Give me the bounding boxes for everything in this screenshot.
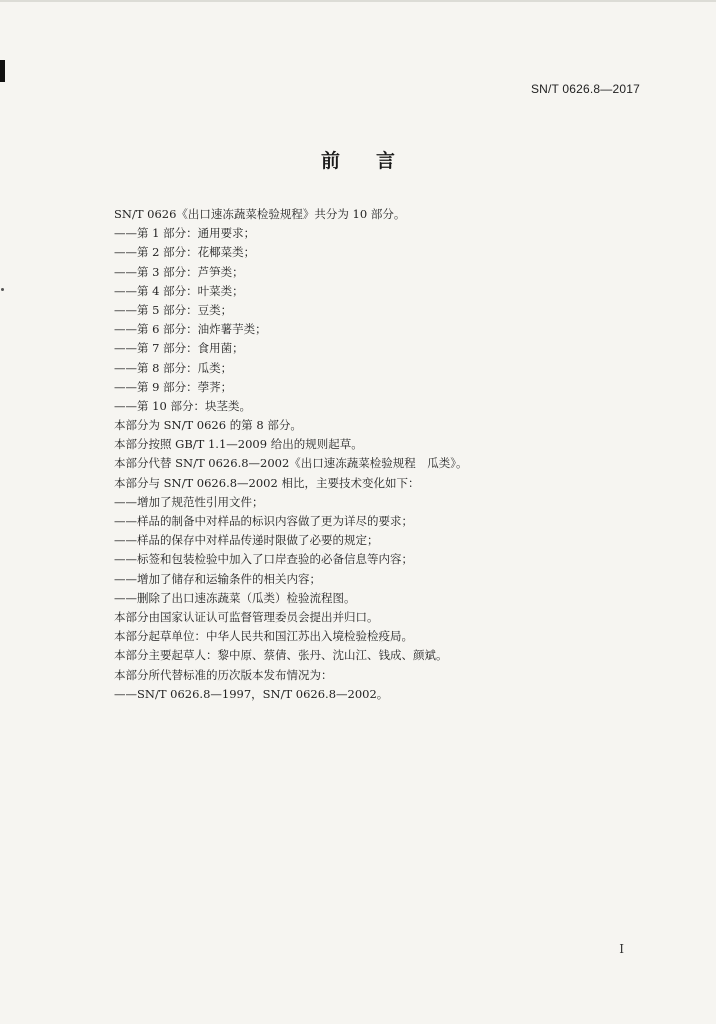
text-line: ——第 7 部分：食用菌； xyxy=(114,341,244,356)
text-line: 本部分为 SN/T 0626 的第 8 部分。 xyxy=(114,418,302,433)
text-line: ——增加了储存和运输条件的相关内容； xyxy=(114,571,321,586)
text-line: ——第 9 部分：荸荠； xyxy=(114,379,233,394)
text-line: ——样品的保存中对样品传递时限做了必要的规定； xyxy=(114,533,379,548)
text-line: ——第 5 部分：豆类； xyxy=(114,302,233,317)
page-number: I xyxy=(619,942,624,956)
text-line: ——第 3 部分：芦笋类； xyxy=(114,264,244,279)
scan-edge xyxy=(0,0,716,2)
text-line: ——第 1 部分：通用要求； xyxy=(114,226,256,241)
text-line: 本部分代替 SN/T 0626.8—2002《出口速冻蔬菜检验规程 瓜类》。 xyxy=(114,456,468,471)
text-line: ——第 6 部分：油炸薯芋类； xyxy=(114,322,267,337)
text-line: ——SN/T 0626.8—1997，SN/T 0626.8—2002。 xyxy=(114,686,389,701)
text-line: ——样品的制备中对样品的标识内容做了更为详尽的要求； xyxy=(114,514,413,528)
text-line: SN/T 0626《出口速冻蔬菜检验规程》共分为 10 部分。 xyxy=(114,207,406,221)
text-line: 本部分起草单位：中华人民共和国江苏出入境检验检疫局。 xyxy=(114,629,413,644)
text-line: ——第 4 部分：叶菜类； xyxy=(114,283,244,298)
text-line: 本部分按照 GB/T 1.1—2009 给出的规则起草。 xyxy=(114,437,363,452)
text-line: 本部分所代替标准的历次版本发布情况为： xyxy=(114,667,333,682)
standard-code: SN/T 0626.8—2017 xyxy=(530,82,640,96)
text-line: 本部分与 SN/T 0626.8—2002 相比，主要技术变化如下： xyxy=(114,475,420,490)
text-line: ——标签和包装检验中加入了口岸查验的必备信息等内容； xyxy=(114,552,413,567)
text-line: ——第 10 部分：块茎类。 xyxy=(114,398,251,413)
scan-dot xyxy=(1,288,4,291)
text-line: 本部分由国家认证认可监督管理委员会提出并归口。 xyxy=(114,609,379,624)
text-line: ——第 2 部分：花椰菜类； xyxy=(114,245,256,260)
scan-mark xyxy=(0,60,5,82)
text-line: ——增加了规范性引用文件； xyxy=(114,494,264,509)
page-title xyxy=(0,146,716,173)
title-part-2: 言 xyxy=(376,150,396,172)
text-line: ——第 8 部分：瓜类； xyxy=(114,360,233,375)
text-line: 本部分主要起草人：黎中原、蔡倩、张丹、沈山江、钱成、颜斌。 xyxy=(114,648,448,663)
foreword-body xyxy=(114,205,644,704)
text-line: ——删除了出口速冻蔬菜（瓜类）检验流程图。 xyxy=(114,590,356,605)
title-part-1: 前 xyxy=(320,150,340,172)
